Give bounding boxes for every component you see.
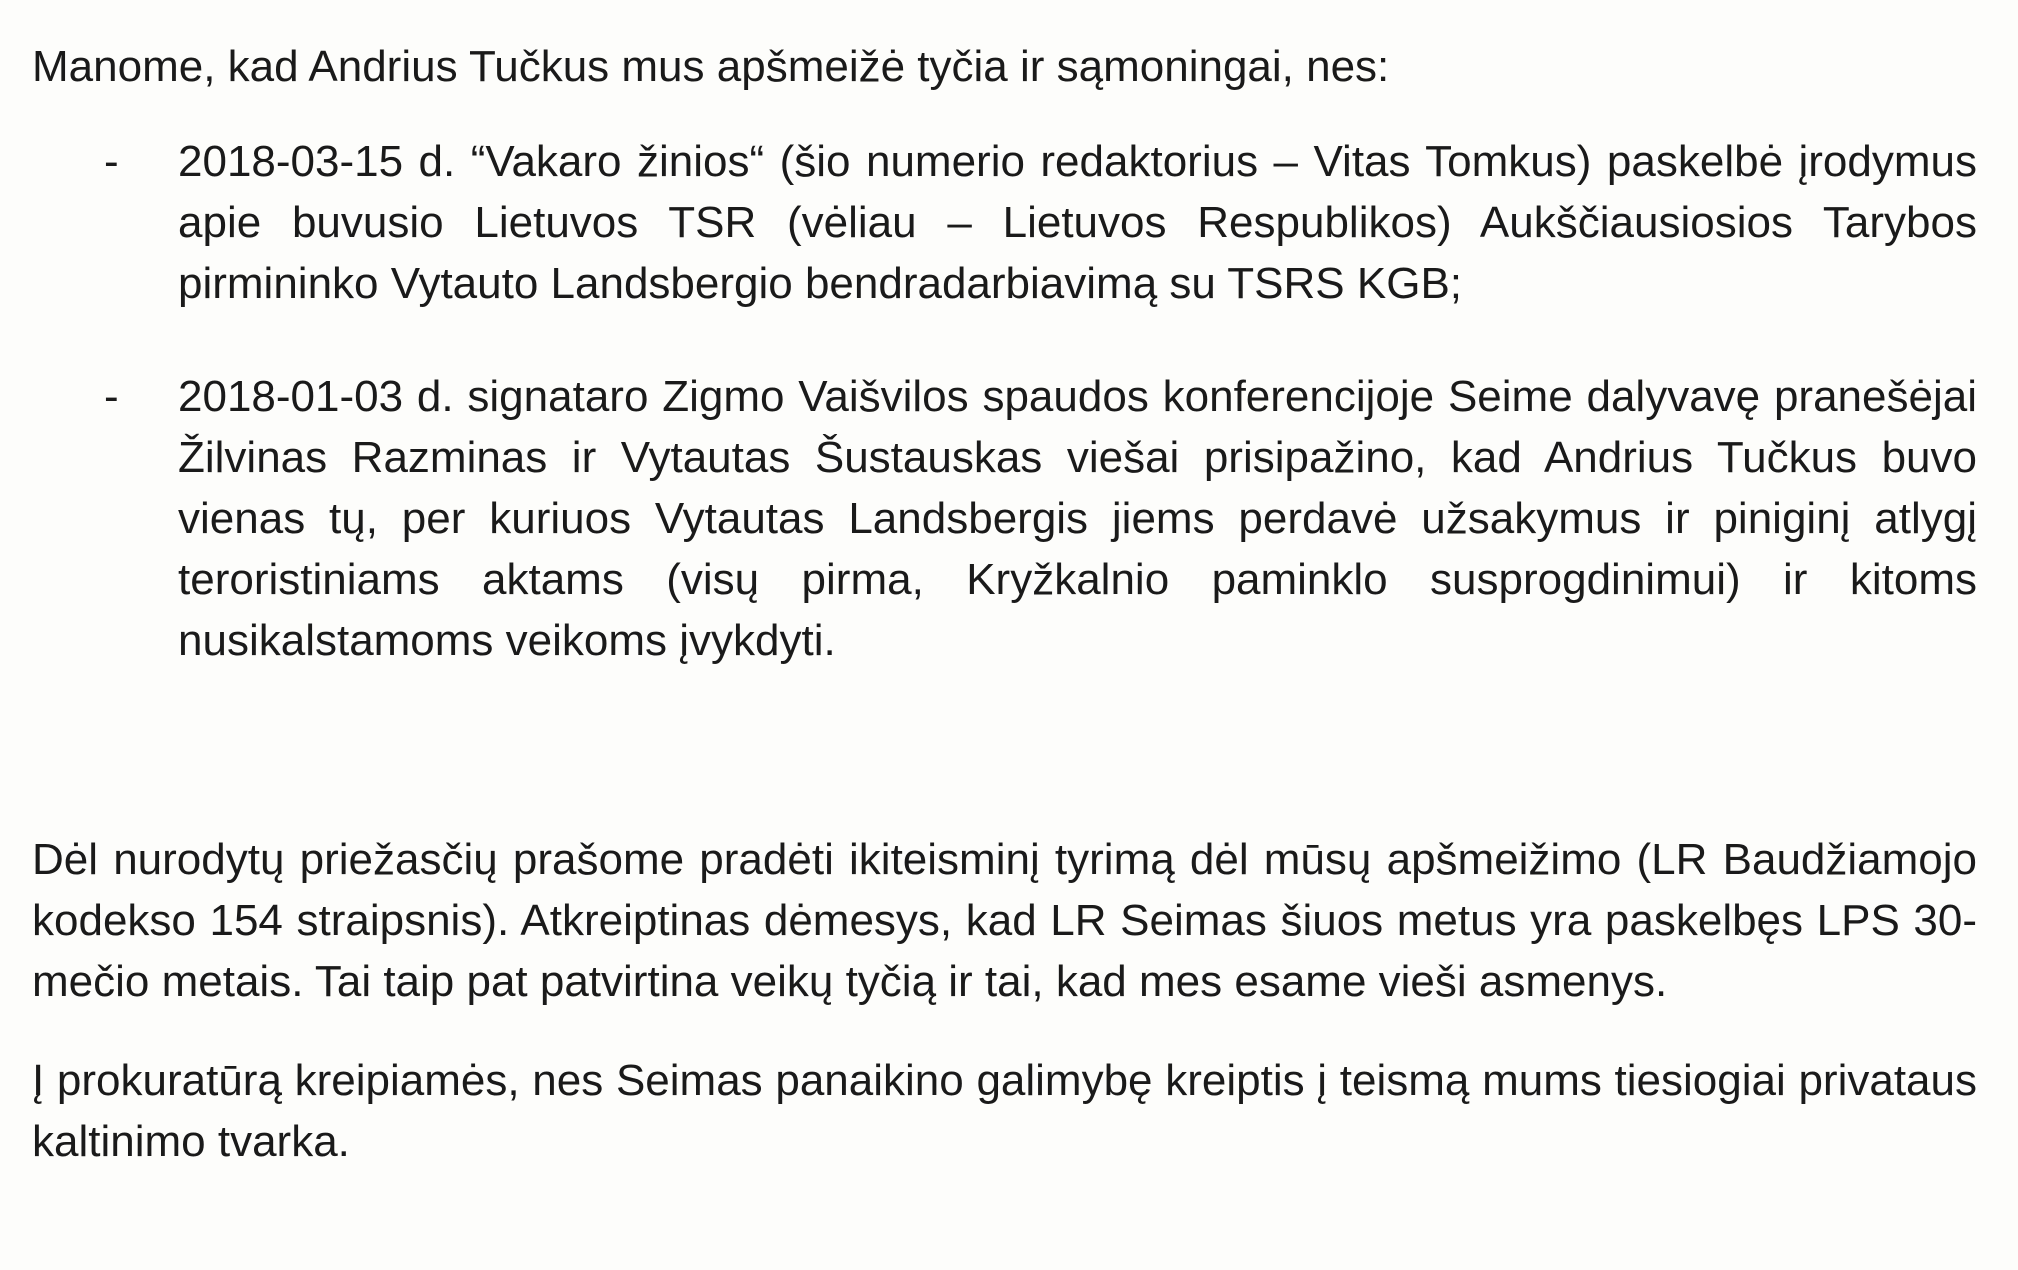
bullet-dash: - [104, 372, 119, 421]
request-paragraph: Dėl nurodytų priežasčių prašome pradėti ikiteisminį tyrimą dėl mūsų apšmeižimo (LR Baudžiamojo kodekso 154 straipsnis). Atkreiptinas dėmesys, kad LR Seimas šiuos metus yra paskelbęs LPS 30-mečio metais. Tai taip pat patvirtina veikų tyčią ir tai, kad mes esame vieši asmenys. [32, 835, 1977, 1006]
prosecutor-paragraph: Į prokuratūrą kreipiamės, nes Seimas panaikino galimybę kreiptis į teismą mums tiesiogiai privataus kaltinimo tvarka. [32, 1056, 1977, 1166]
document-page [32, 36, 1977, 1172]
list-item [32, 366, 1977, 671]
bullet-text: 2018-03-15 d. “Vakaro žinios“ (šio numerio redaktorius – Vitas Tomkus) paskelbė įrodymus apie buvusio Lietuvos TSR (vėliau – Lietuvos Respublikos) Aukščiausiosios Tarybos pirmininko Vytauto Landsbergio bendradarbiavimą su TSRS KGB; [178, 137, 1977, 308]
bullet-list [32, 131, 1977, 671]
bullet-dash: - [104, 137, 119, 186]
intro-paragraph: Manome, kad Andrius Tučkus mus apšmeižė tyčia ir sąmoningai, nes: [32, 42, 1390, 91]
list-item [32, 131, 1977, 314]
bullet-text: 2018-01-03 d. signataro Zigmo Vaišvilos spaudos konferencijoje Seime dalyvavę pranešėjai Žilvinas Razminas ir Vytautas Šustauskas viešai prisipažino, kad Andrius Tučkus buvo vienas tų, per kuriuos Vytautas Landsbergis jiems perdavė užsakymus ir piniginį atlygį teroristiniams aktams (visų pirma, Kryžkalnio paminklo susprogdinimui) ir kitoms nusikalstamoms veikoms įvykdyti. [178, 372, 1977, 665]
